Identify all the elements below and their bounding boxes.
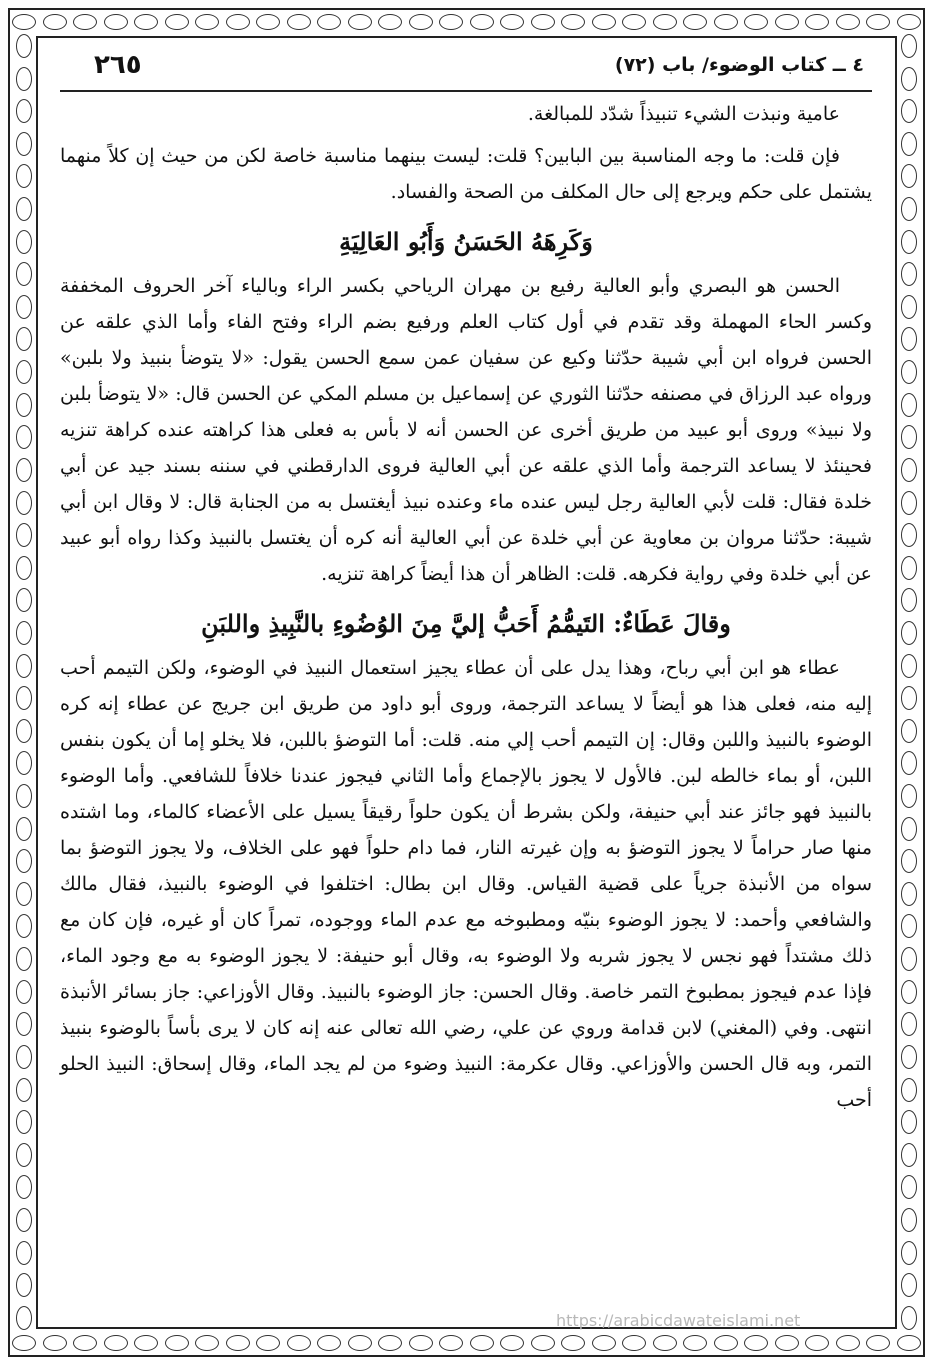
watermark-url: https://arabicdawateislami.net xyxy=(556,1311,801,1330)
ornament-border-top xyxy=(12,10,921,34)
paragraph-1: عامية ونبذت الشيء تنبيذاً شدّد للمبالغة. xyxy=(527,103,840,125)
ornament-border-right xyxy=(897,34,921,1330)
body-text xyxy=(60,96,872,1118)
page-header xyxy=(60,46,872,92)
ornament-border-left xyxy=(12,34,36,1330)
page-content xyxy=(60,46,872,1326)
paragraph-3: الحسن هو البصري وأبو العالية رفيع بن مهران الرياحي بكسر الراء وبالياء آخر الحروف المخففة وكسر الحاء المهملة وقد تقدم في أول كتاب العلم ورفيع بضم الراء وفتح الفاء وأما الذي علقه عن الحسن فرواه ابن أبي شيبة حدّثنا وكيع عن سفيان عمن سمع الحسن يقول: «لا يتوضأ بنبيذ ولا بلبن» ورواه عبد الرزاق في مصنفه حدّثنا الثوري عن إسماعيل بن مسلم المكي عن الحسن قال: «لا يتوضأ بلبن ولا نبيذ» وروى أبو عبيد من طريق أخرى عن الحسن أنه لا بأس به فعلى هذا كراهته عنده كراهة تنزيه فحينئذ لا يساعد الترجمة وأما الذي علقه عن أبي العالية فروى الدارقطني في سننه بسند جيد عن أبي خلدة فقال: قلت لأبي العالية رجل ليس عنده ماء وعنده نبيذ أيغتسل به من الجنابة قال: لا وقال ابن أبي شيبة: حدّثنا مروان بن معاوية عن أبي خلدة عن أبي العالية أنه كره أن يغتسل بالنبيذ وكذا رواه أبو عبيد عن أبي خلدة وفي رواية فكرهه. قلت: الظاهر أن هذا أيضاً كراهة تنزيه. xyxy=(60,275,872,585)
section-heading-1: وَكَرِهَهُ الحَسَنُ وَأَبُو العَالِيَةِ xyxy=(339,227,593,256)
running-title: ٤ ــ كتاب الوضوء/ باب (٧٢) xyxy=(614,54,864,76)
paragraph-2: فإن قلت: ما وجه المناسبة بين البابين؟ قلت: ليست بينهما مناسبة خاصة لكن من حيث إن كلاً منهما يشتمل على حكم ويرجع إلى حال المكلف من الصحة والفساد. xyxy=(60,145,872,203)
paragraph-4: عطاء هو ابن أبي رباح، وهذا يدل على أن عطاء يجيز استعمال النبيذ في الوضوء، ولكن التيمم أحب إليه منه، فعلى هذا هو أيضاً لا يساعد الترجمة، وروى أبو داود من طريق ابن جريج عن عطاء إنه كره الوضوء بالنبيذ واللبن وقال: إن التيمم أحب إلي منه. قلت: أما التوضؤ باللبن، فلا يخلو إما أن يكون بنفس اللبن، أو بماء خالطه لبن. فالأول لا يجوز بالإجماع وأما الثاني فيجوز عندنا خلافاً للشافعي. وأما الوضوء بالنبيذ فهو جائز عند أبي حنيفة، ولكن بشرط أن يكون حلواً رقيقاً يسيل على الأعضاء كالماء، وما اشتده منها صار حراماً لا يجوز التوضؤ به وإن غيرته النار، فما دام حلواً فهو على الخلاف، ولا يجوز التوضؤ بما سواه من الأنبذة جرياً على قضية القياس. وقال ابن بطال: اختلفوا في الوضوء بالنبيذ، فقال مالك والشافعي وأحمد: لا يجوز الوضوء بنيّه ومطبوخه مع عدم الماء ووجوده، تمراً كان أو غيره، فإن كان مع ذلك مشتداً فهو نجس لا يجوز شربه ولا الوضوء به، وقال أبو حنيفة: لا يجوز الوضوء به مع وجود الماء، فإذا عدم فيجوز بمطبوخ التمر خاصة. وقال الحسن: جاز الوضوء بالنبيذ. وقال الأوزاعي: جاز بسائر الأنبذة انتهى. وفي (المغني) لابن قدامة وروي عن علي، رضي الله تعالى عنه إنه كان لا يرى بأساً بالوضوء بنبيذ التمر، وبه قال الحسن والأوزاعي. وقال عكرمة: النبيذ وضوء من لم يجد الماء، وقال إسحاق: النبيذ الحلو أحب xyxy=(60,657,872,1111)
page-number: ٢٦٥ xyxy=(94,50,142,80)
section-heading-2: وقالَ عَطَاءٌ: التَيمُّمُ أَحَبُّ إليَّ مِنَ الوُضُوءِ بالنَّبِيذِ واللبَنِ xyxy=(201,609,731,638)
ornament-border-bottom xyxy=(12,1331,921,1355)
